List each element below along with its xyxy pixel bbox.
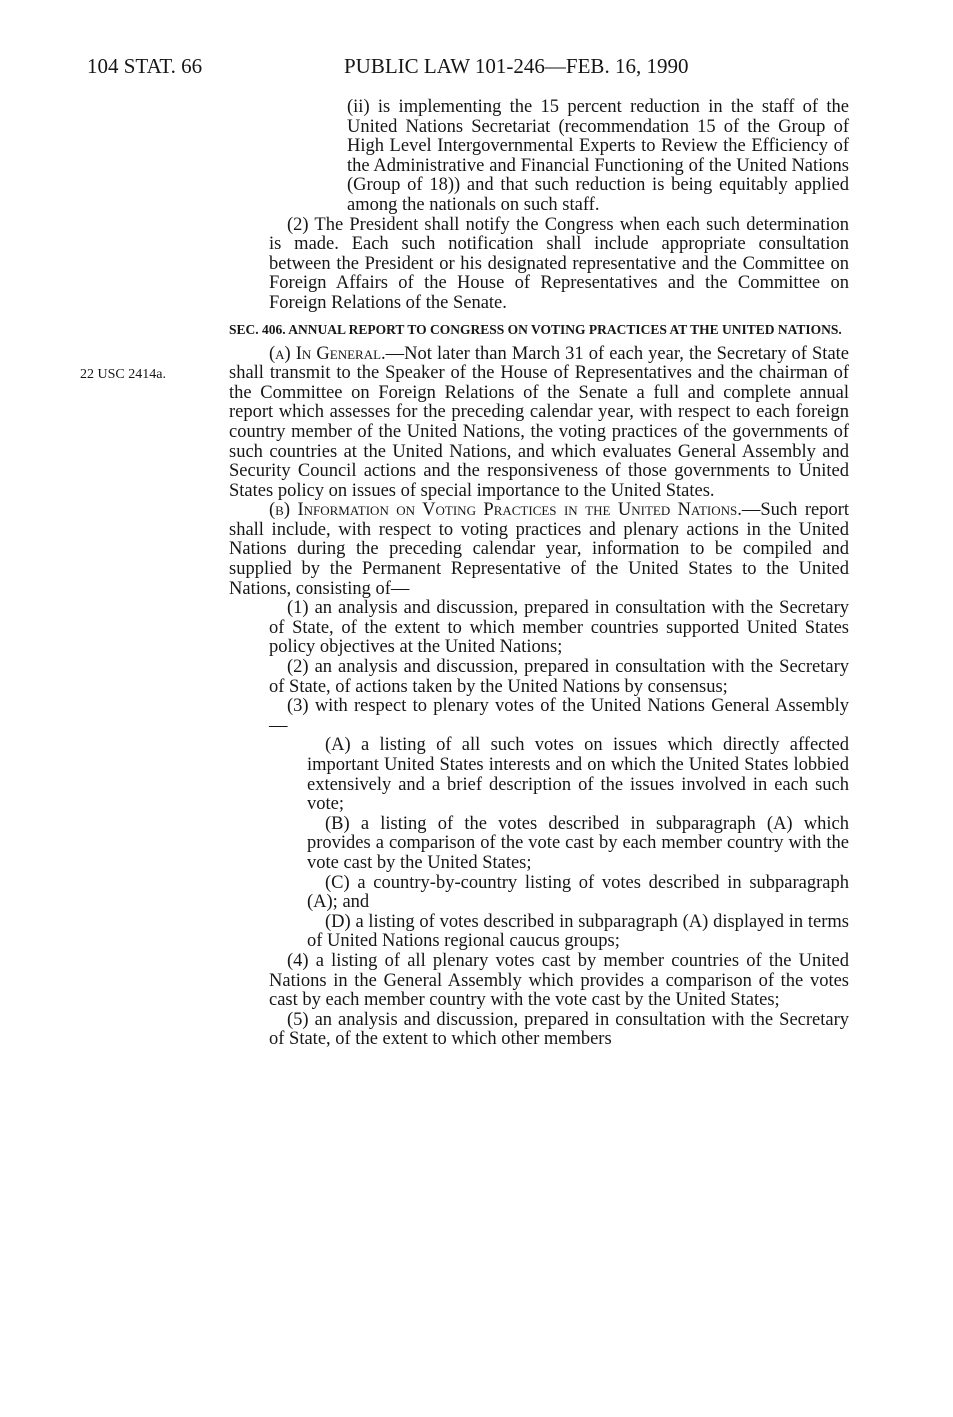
subsection-b <box>229 501 849 599</box>
document-body <box>229 98 849 1050</box>
item-3-B: (B) a listing of the votes described in subparagraph (A) which provides a comparison of the vote cast by each member country with the vote cast by the United States; <box>307 813 849 873</box>
item-3-A: (A) a listing of all such votes on issues which directly affected important United States interests and on which the United States lobbied extensively and a brief description of the issues involved in each such vote; <box>307 735 849 815</box>
paragraph-2-notify: (2) The President shall notify the Congress when each such determination is made. Each such notification shall include appropriate consultation between the President or his designated representative and the Committee on Foreign Affairs of the House of Representatives and the Committee on Foreign Relations of the Senate. <box>269 214 849 313</box>
item-1: (1) an analysis and discussion, prepared in consultation with the Secretary of State, of the extent to which member countries supported United States policy objectives at the United Nations; <box>269 598 849 658</box>
item-2: (2) an analysis and discussion, prepared in consultation with the Secretary of State, of actions taken by the United Nations by consensus; <box>269 657 849 697</box>
subsection-a <box>229 345 849 502</box>
item-5: (5) an analysis and discussion, prepared in consultation with the Secretary of State, of the extent to which other members <box>269 1009 849 1050</box>
item-3: (3) with respect to plenary votes of the United Nations General Assembly— <box>269 696 849 736</box>
subsection-b-heading: (b) Information on Voting Practices in the United Nations.— <box>269 500 761 521</box>
subsection-a-heading: (a) In General.— <box>269 343 405 364</box>
margin-citation: 22 USC 2414a. <box>80 367 166 382</box>
page-reference: 104 STAT. 66 <box>87 54 203 78</box>
section-heading: SEC. 406. ANNUAL REPORT TO CONGRESS ON VOTING PRACTICES AT THE UNITED NATIONS. <box>229 321 842 337</box>
item-3-D: (D) a listing of votes described in subparagraph (A) displayed in terms of United Nations regional caucus groups; <box>307 911 849 952</box>
clause-ii: (ii) is implementing the 15 percent reduction in the staff of the United Nations Secretariat (recommendation 15 of the Group of High Level Intergovernmental Experts to Review the Efficiency of the Administrative and Financial Functioning of the United Nations (Group of 18)) and that such reduction is being equitably applied among the nationals on such staff. <box>347 97 849 215</box>
law-header: PUBLIC LAW 101-246—FEB. 16, 1990 <box>344 54 689 78</box>
subsection-a-text: Not later than March 31 of each year, the Secretary of State shall transmit to the Speaker of the House of Representatives and the chairman of the Committee on Foreign Relations of the Senate a full and complete annual report which assesses for the preceding calendar year, with respect to each foreign country member of the United Nations, the voting practices of the governments of such countries at the United Nations, and which evaluates General Assembly and Security Council actions and the responsiveness of those governments to United States policy on issues of special importance to the United States. <box>229 343 850 501</box>
subsection-b-text: Such report shall include, with respect to voting practices and plenary actions in the United Nations during the preceding calendar year, information to be compiled and supplied by the Permanent Representative of the United States to the United Nations, consisting of— <box>229 500 849 599</box>
item-4: (4) a listing of all plenary votes cast by member countries of the United Nations in the General Assembly which provides a comparison of the votes cast by each member country with the vote cast by the United States; <box>269 950 849 1011</box>
item-3-C: (C) a country-by-country listing of votes described in subparagraph (A); and <box>307 872 849 913</box>
